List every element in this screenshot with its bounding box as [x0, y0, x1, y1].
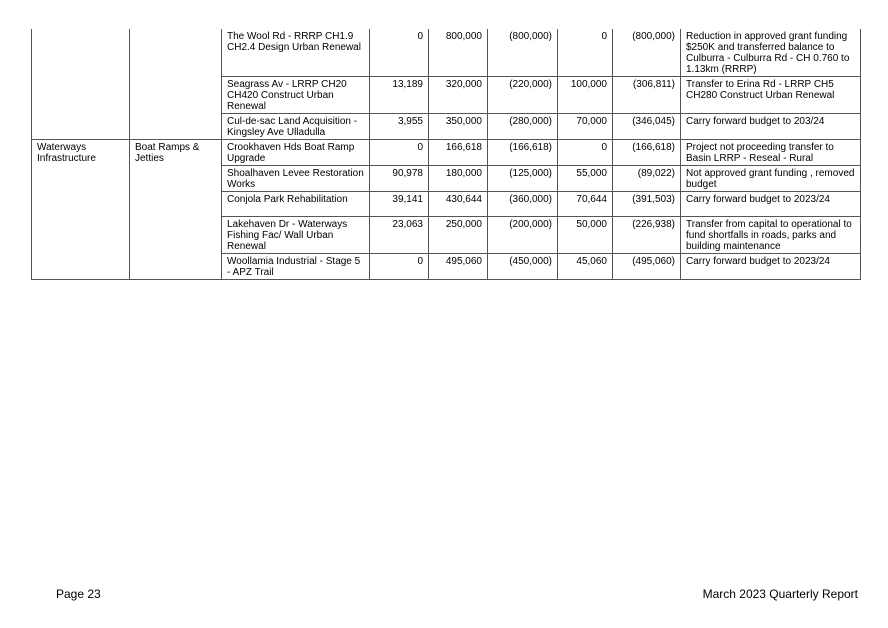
value-cell: 13,189	[370, 77, 429, 114]
value-cell: (166,618)	[488, 140, 558, 166]
subcategory-cell-empty	[130, 77, 222, 114]
subcategory-cell-empty	[130, 114, 222, 140]
value-cell: (346,045)	[613, 114, 681, 140]
value-cell: 70,000	[558, 114, 613, 140]
value-cell: 800,000	[429, 29, 488, 77]
category-cell-empty	[32, 29, 130, 77]
subcategory-cell-empty	[130, 29, 222, 77]
value-cell: 166,618	[429, 140, 488, 166]
comment-cell: Reduction in approved grant funding $250K and transferred balance to Culburra - Culburra Rd - CH 0.760 to 1.13km (RRRP)	[681, 29, 861, 77]
comment-cell: Transfer from capital to operational to fund shortfalls in roads, parks and building maintenance	[681, 217, 861, 254]
value-cell: 320,000	[429, 77, 488, 114]
project-cell: Seagrass Av - LRRP CH20 CH420 Construct Urban Renewal	[222, 77, 370, 114]
value-cell: 0	[370, 140, 429, 166]
value-cell: (220,000)	[488, 77, 558, 114]
value-cell: (125,000)	[488, 166, 558, 192]
comment-cell: Not approved grant funding , removed budget	[681, 166, 861, 192]
comment-cell: Transfer to Erina Rd - LRRP CH5 CH280 Construct Urban Renewal	[681, 77, 861, 114]
value-cell: 50,000	[558, 217, 613, 254]
page-number: Page 23	[56, 587, 101, 601]
value-cell: 350,000	[429, 114, 488, 140]
value-cell: 100,000	[558, 77, 613, 114]
value-cell: 23,063	[370, 217, 429, 254]
value-cell: (800,000)	[488, 29, 558, 77]
value-cell: 90,978	[370, 166, 429, 192]
value-cell: (166,618)	[613, 140, 681, 166]
comment-cell: Carry forward budget to 2023/24	[681, 254, 861, 280]
value-cell: (495,060)	[613, 254, 681, 280]
value-cell: (89,022)	[613, 166, 681, 192]
category-cell: Waterways Infrastructure	[32, 140, 130, 280]
report-title: March 2023 Quarterly Report	[702, 587, 858, 601]
comment-cell: Carry forward budget to 203/24	[681, 114, 861, 140]
value-cell: (450,000)	[488, 254, 558, 280]
value-cell: 0	[370, 29, 429, 77]
value-cell: (226,938)	[613, 217, 681, 254]
value-cell: 430,644	[429, 192, 488, 217]
project-cell: The Wool Rd - RRRP CH1.9 CH2.4 Design Urban Renewal	[222, 29, 370, 77]
project-cell: Conjola Park Rehabilitation	[222, 192, 370, 217]
category-cell-empty	[32, 77, 130, 114]
project-cell: Shoalhaven Levee Restoration Works	[222, 166, 370, 192]
value-cell: (200,000)	[488, 217, 558, 254]
project-cell: Cul-de-sac Land Acquisition - Kingsley Ave Ulladulla	[222, 114, 370, 140]
project-cell: Lakehaven Dr - Waterways Fishing Fac/ Wall Urban Renewal	[222, 217, 370, 254]
value-cell: 70,644	[558, 192, 613, 217]
value-cell: 0	[558, 140, 613, 166]
value-cell: 45,060	[558, 254, 613, 280]
value-cell: 0	[558, 29, 613, 77]
value-cell: 55,000	[558, 166, 613, 192]
value-cell: (280,000)	[488, 114, 558, 140]
project-cell: Woollamia Industrial - Stage 5 - APZ Trail	[222, 254, 370, 280]
project-cell: Crookhaven Hds Boat Ramp Upgrade	[222, 140, 370, 166]
value-cell: (360,000)	[488, 192, 558, 217]
value-cell: (800,000)	[613, 29, 681, 77]
value-cell: (391,503)	[613, 192, 681, 217]
comment-cell: Project not proceeding transfer to Basin LRRP - Reseal - Rural	[681, 140, 861, 166]
table-row	[32, 29, 861, 77]
value-cell: 250,000	[429, 217, 488, 254]
table-row	[32, 77, 861, 114]
value-cell: 39,141	[370, 192, 429, 217]
value-cell: 495,060	[429, 254, 488, 280]
category-cell-empty	[32, 114, 130, 140]
subcategory-cell: Boat Ramps & Jetties	[130, 140, 222, 280]
value-cell: 0	[370, 254, 429, 280]
budget-variation-table	[31, 29, 861, 280]
value-cell: 3,955	[370, 114, 429, 140]
table-row	[32, 114, 861, 140]
value-cell: 180,000	[429, 166, 488, 192]
comment-cell: Carry forward budget to 2023/24	[681, 192, 861, 217]
value-cell: (306,811)	[613, 77, 681, 114]
table-row	[32, 140, 861, 166]
